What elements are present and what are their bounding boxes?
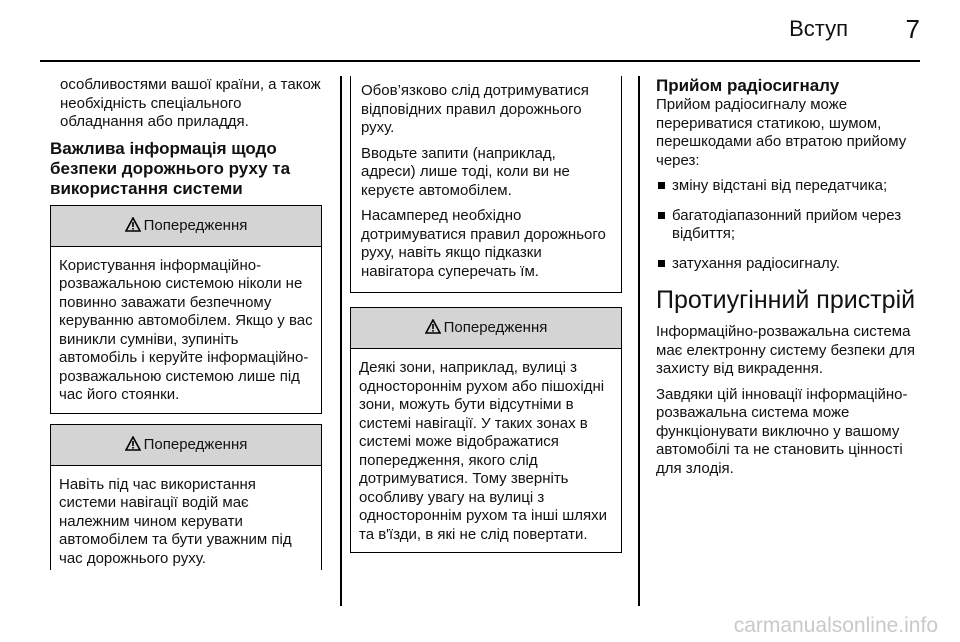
warning-text-1: Користування інформаційно-розважальною системою ніколи не повинно заважати безпечному керуванню автомобілем. Якщо у вас виникли сумніви, зупиніть автомобіль і керуйте інформаційно-розважальною системою лише під час його стоянки. [59, 256, 313, 403]
column-2 [350, 76, 622, 553]
warning-header-1 [51, 206, 321, 247]
radio-bullet-list [656, 177, 926, 273]
column-divider-right [638, 76, 640, 606]
warning-header-2 [51, 425, 321, 466]
radio-heading: Прийом радіосигналу [656, 76, 840, 95]
column-3 [656, 76, 926, 485]
square-bullet-icon [658, 260, 665, 267]
warning-title-3: Попередження [443, 319, 548, 336]
box-paragraph-2: Вводьте запити (наприклад, адреси) лише тоді, коли ви не керуєте автомобілем. [361, 144, 570, 199]
column-1 [50, 76, 322, 570]
radio-paragraph: Прийом радіосигналу може перериватися статикою, шумом, перешкодами або втратою прийому через: [656, 96, 907, 169]
continued-box [350, 76, 622, 293]
box-paragraph-3: Насамперед необхідно дотримуватися правил дорожнього руху, навіть якщо підказки навігатора суперечать їм. [361, 207, 606, 280]
square-bullet-icon [658, 212, 665, 219]
warning-title-1: Попередження [143, 216, 248, 234]
list-item: зміну відстані від передатчика; [656, 177, 926, 196]
warning-box-3 [350, 307, 622, 553]
warning-text-2: Навіть під час використання системи навігації водій має належним чином керувати автомобілем та бути уважним під час дорожнього руху. [59, 475, 292, 567]
section-title: Вступ [789, 16, 848, 41]
warning-text-3: Деякі зони, наприклад, вулиці з одностороннім рухом або пішохідні зони, можуть бути відсутніми в системі навігації. У таких зонах в системі може відображатися попередження, якого слід дотримуватися. Тому зверніть особливу увагу на вулиці з одностороннім рухом та інші шляхи та в'їзди, в які не слід повертати. [359, 359, 607, 543]
warning-header-3 [351, 308, 621, 349]
watermark: carmanualsonline.info [733, 614, 938, 637]
warning-triangle-icon [125, 217, 141, 236]
warning-title-2: Попередження [143, 435, 248, 453]
warning-box-1 [50, 205, 322, 414]
box-paragraph-1: Обов’язково слід дотримуватися відповідних правил дорожнього руху. [361, 82, 589, 136]
square-bullet-icon [658, 182, 665, 189]
anti-theft-paragraph-1: Інформаційно-розважальна система має електронну систему безпеки для захисту від викрадення. [656, 323, 916, 377]
column-divider-left [340, 76, 342, 606]
list-item: багатодіапазонний прийом через відбиття; [656, 207, 926, 244]
warning-triangle-icon [125, 436, 141, 455]
intro-paragraph: особливостями вашої країни, а також необхідність спеціального обладнання або приладдя. [60, 76, 321, 130]
anti-theft-heading: Протиугінний пристрій [656, 286, 916, 314]
anti-theft-paragraph-2: Завдяки цій інновації інформаційно-розважальна система може функціонувати виключно у вашому автомобілі та не становить цінності для злодія. [656, 385, 908, 477]
page-number: 7 [905, 14, 920, 44]
safety-heading: Важлива інформація щодо безпеки дорожнього руху та використання системи [50, 138, 291, 198]
warning-box-2 [50, 424, 322, 570]
list-item: затухання радіосигналу. [656, 255, 926, 274]
warning-triangle-icon [425, 319, 441, 338]
header-divider [40, 60, 920, 62]
